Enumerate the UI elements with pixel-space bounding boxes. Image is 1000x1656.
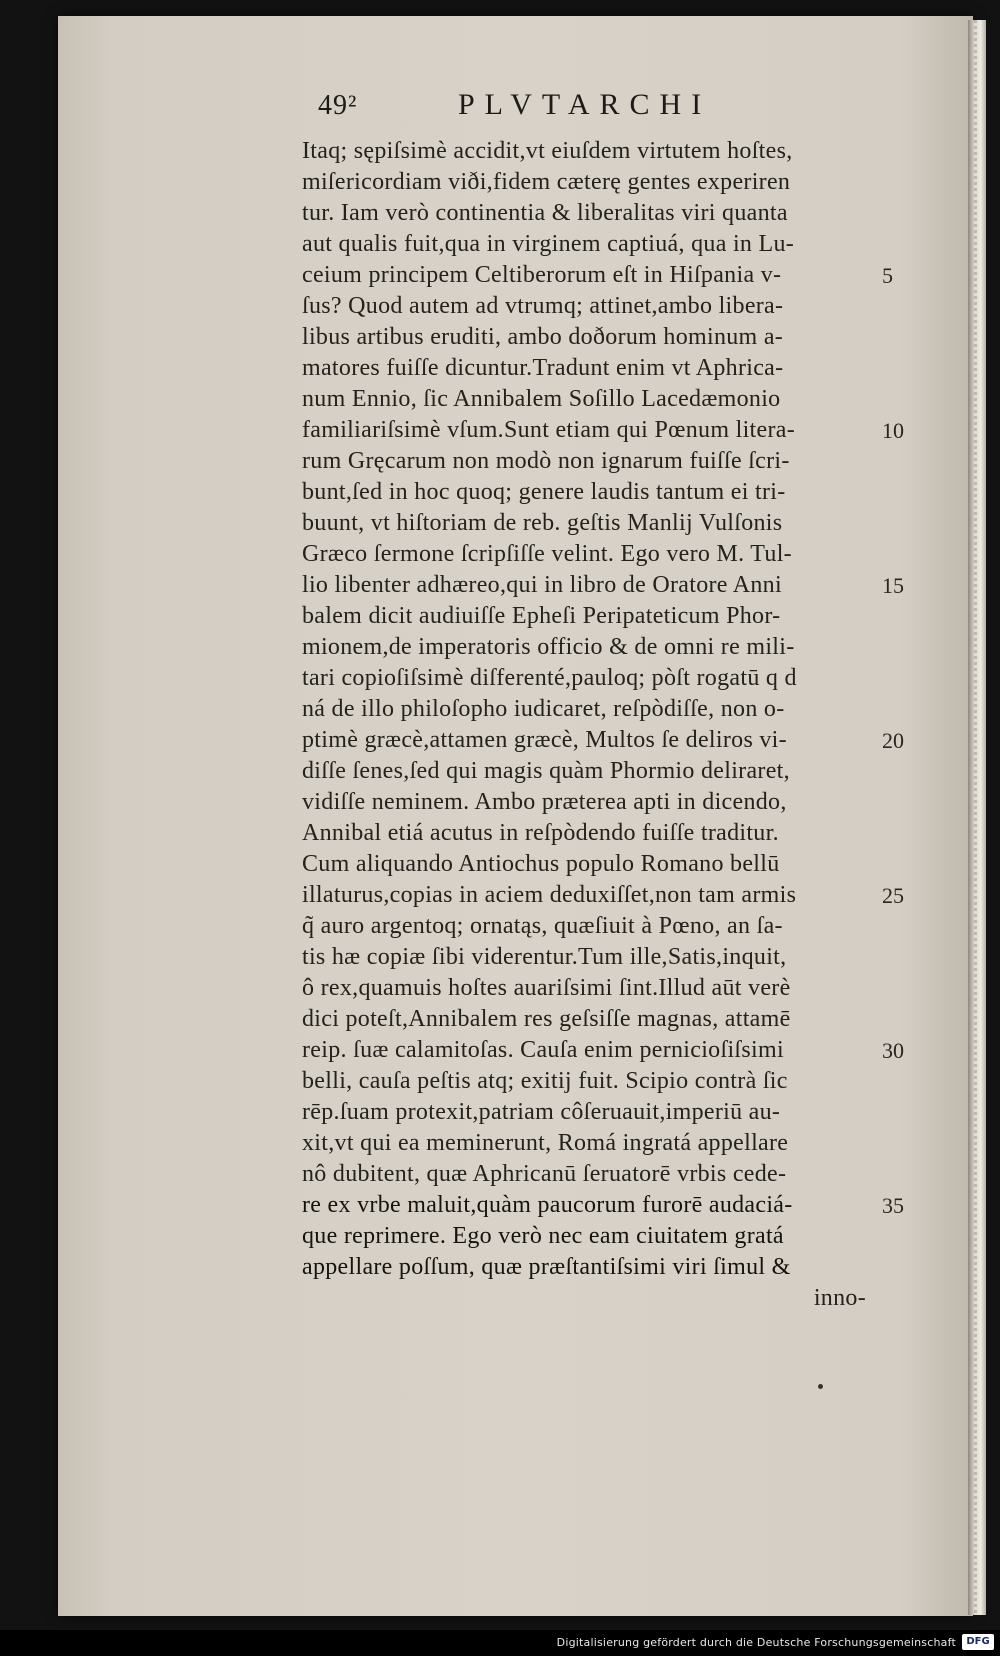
text-line: mionem,de imperatoris officio & de omni re mili- (302, 634, 795, 660)
text-line: lio libenter adhæreo,qui in libro de Oratore Anni (302, 572, 782, 598)
text-line: rēp.ſuam protexit,patriam côſeruauit,imperiū au- (302, 1099, 781, 1125)
text-line: miſericordiam viði,fidem cæterę gentes experiren (302, 169, 791, 195)
text-line: num Ennio, ſic Annibalem Soſillo Lacedæmonio (302, 386, 781, 412)
margin-line-number: 35 (882, 1193, 904, 1218)
text-line: bunt,ſed in hoc quoq; genere laudis tantum ei tri- (302, 479, 786, 505)
margin-line-number: 30 (882, 1038, 904, 1063)
text-line: ná de illo philoſopho iudicaret, reſpòdiſſe, non o- (302, 696, 785, 722)
text-line: xit,vt qui ea meminerunt, Romá ingratá appellare (302, 1130, 789, 1156)
text-line: rum Gręcarum non modò non ignarum fuiſſe ſcri- (302, 448, 790, 474)
dfg-logo: DFG (962, 1634, 994, 1650)
text-line: tari copioſiſsimè diſferenté,pauloq; pòſt rogatū q d (302, 665, 797, 691)
margin-line-number: 5 (882, 263, 893, 288)
text-line: nô dubitent, quæ Aphricanū ſeruatorē vrbis cede- (302, 1161, 787, 1187)
page-header (318, 88, 878, 128)
text-line: diſſe ſenes,ſed qui magis quàm Phormio deliraret, (302, 758, 790, 784)
text-line: que reprimere. Ego verò nec eam ciuitatem gratá (302, 1223, 784, 1249)
text-line: Græco ſermone ſcripſiſſe velint. Ego vero M. Tul- (302, 541, 792, 567)
text-line: illaturus,copias in aciem deduxiſſet,non tam armis (302, 882, 797, 908)
text-line: q̃ auro argentoq; ornatąs, quæſiuit à Pœno, an ſa- (302, 913, 783, 939)
text-line: familiariſsimè vſum.Sunt etiam qui Pœnum litera- (302, 417, 795, 443)
text-line: buunt, vt hiſtoriam de reb. geſtis Manlij Vulſonis (302, 510, 783, 536)
ink-spot (818, 1384, 823, 1389)
text-line: tur. Iam verò continentia & liberalitas viri quanta (302, 200, 788, 226)
catchword: inno- (813, 1285, 866, 1311)
text-line: ô rex,quamuis hoſtes auariſsimi ſint.Illud aūt verè (302, 975, 791, 1001)
text-line: ſus? Quod autem ad vtrumq; attinet,ambo libera- (302, 293, 784, 319)
page-number: 49² (318, 90, 358, 121)
text-line: dici poteſt,Annibalem res geſsiſſe magnas, attamē (302, 1006, 791, 1032)
footer-bar (0, 1630, 1000, 1656)
margin-line-number: 25 (882, 883, 904, 908)
page-edge (968, 20, 986, 1615)
text-line: re ex vrbe maluit,quàm paucorum furorē audaciá- (302, 1192, 793, 1218)
text-line: ptimè græcè,attamen græcè, Multos ſe deliros vi- (302, 727, 787, 753)
text-line: reip. ſuæ calamitoſas. Cauſa enim pernicioſiſsimi (302, 1037, 784, 1063)
margin-line-number: 15 (882, 573, 904, 598)
body-text (302, 136, 882, 1314)
text-line: belli, cauſa peſtis atq; exitij fuit. Scipio contrà ſic (302, 1068, 788, 1094)
text-line: aut qualis fuit,qua in virginem captiuá, qua in Lu- (302, 231, 795, 257)
text-line: libus artibus eruditi, ambo doðorum hominum a- (302, 324, 784, 350)
text-line: matores fuiſſe dicuntur.Tradunt enim vt Aphrica- (302, 355, 784, 381)
text-line: Cum aliquando Antiochus populo Romano bellū (302, 851, 780, 877)
text-line: balem dicit audiuiſſe Epheſi Peripateticum Phor- (302, 603, 781, 629)
funding-credit: Digitalisierung gefördert durch die Deutsche Forschungsgemeinschaft (556, 1636, 956, 1649)
running-title: PLVTARCHI (458, 88, 712, 121)
text-line: Itaq; sępiſsimè accidit,vt eiuſdem virtutem hoſtes, (302, 138, 793, 164)
text-line: tis hæ copiæ ſibi viderentur.Tum ille,Satis,inquit, (302, 944, 787, 970)
text-line: ceium principem Celtiberorum eſt in Hiſpania v- (302, 262, 782, 288)
text-line: appellare poſſum, quæ præſtantiſsimi viri ſimul & (302, 1254, 791, 1280)
text-line: vidiſſe neminem. Ambo præterea apti in dicendo, (302, 789, 787, 815)
margin-line-number: 10 (882, 418, 904, 443)
text-line: Annibal etiá acutus in reſpòdendo fuiſſe traditur. (302, 820, 779, 846)
margin-line-number: 20 (882, 728, 904, 753)
